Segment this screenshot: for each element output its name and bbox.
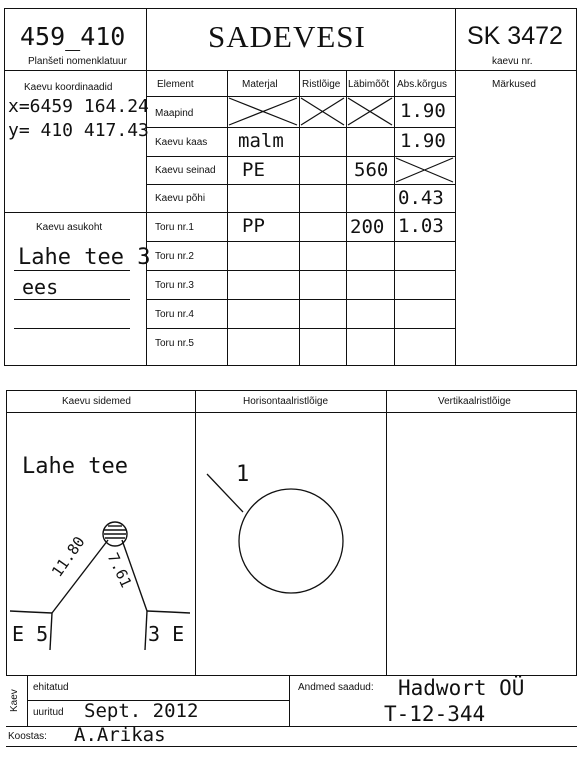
row-element-kaevu-seinad: Kaevu seinad [155,165,216,176]
sketch-corner-right: 3 E [148,622,185,646]
well-number-label: kaevu nr. [492,56,533,67]
andmed-label: Andmed saadud: [298,682,374,693]
kaev-label: Kaev [9,689,20,712]
materjal-kaas: malm [238,130,284,152]
row-element-toru-4: Toru nr.4 [155,309,194,320]
col-header-abskorgus: Abs.kõrgus [397,79,448,90]
materjal-toru-1: PP [242,215,265,237]
koostas-label: Koostas: [8,731,47,742]
location-label: Kaevu asukoht [36,222,103,233]
row-element-toru-5: Toru nr.5 [155,338,194,349]
abs-toru-1: 1.03 [398,215,444,237]
horizontal-section [207,474,343,593]
abs-pohi: 0.43 [398,187,444,209]
location-line-1: Lahe tee 3 [18,245,151,270]
ehitatud-label: ehitatud [33,682,69,693]
location-line-2: ees [22,275,59,299]
plansheet-number: 459_410 [20,22,126,51]
page-title: SADEVESI [208,19,366,54]
abs-maapind: 1.90 [400,100,446,122]
sketch-distance-right: 7.61 [103,550,136,591]
abs-kaas: 1.90 [400,130,446,152]
uuritud-value: Sept. 2012 [84,700,199,722]
row-element-kaevu-pohi: Kaevu põhi [155,193,206,204]
coordinate-x: x=6459 164.24 [8,96,149,117]
andmed-value-company: Hadwort OÜ [398,676,525,700]
uuritud-label: uuritud [33,707,64,718]
col-header-labimoot: Läbimõõt [348,79,390,90]
col-header-markused: Märkused [492,79,536,90]
row-element-kaevu-kaas: Kaevu kaas [155,137,208,148]
coordinates-label: Kaevu koordinaadid [24,82,113,93]
sketch-distance-left: 11.80 [48,533,89,581]
sketch-header-sidemed: Kaevu sidemed [62,396,131,407]
well-number: SK 3472 [467,22,563,50]
coordinate-y: y= 410 417.43 [8,120,149,141]
andmed-value-code: T-12-344 [384,702,486,726]
labimoot-seinad: 560 [354,159,389,181]
col-header-materjal: Materjal [242,79,278,90]
row-element-toru-3: Toru nr.3 [155,280,194,291]
row-element-toru-2: Toru nr.2 [155,251,194,262]
koostas-value: A.Arikas [74,724,166,746]
sketch-header-vertikaal: Vertikaalristlõige [438,396,511,407]
row-element-toru-1: Toru nr.1 [155,222,194,233]
col-header-ristloige: Ristlõige [302,79,341,90]
sketch-corner-left: E 5 [12,622,49,646]
section-pipe-label: 1 [236,462,250,487]
labimoot-toru-1: 200 [350,216,385,238]
plansheet-label: Planšeti nomenklatuur [28,56,127,67]
sketch-street-name: Lahe tee [22,454,128,479]
materjal-seinad: PE [242,159,265,181]
col-header-element: Element [157,79,194,90]
row-element-maapind: Maapind [155,108,194,119]
sketch-header-horisontaal: Horisontaalristlõige [243,396,329,407]
